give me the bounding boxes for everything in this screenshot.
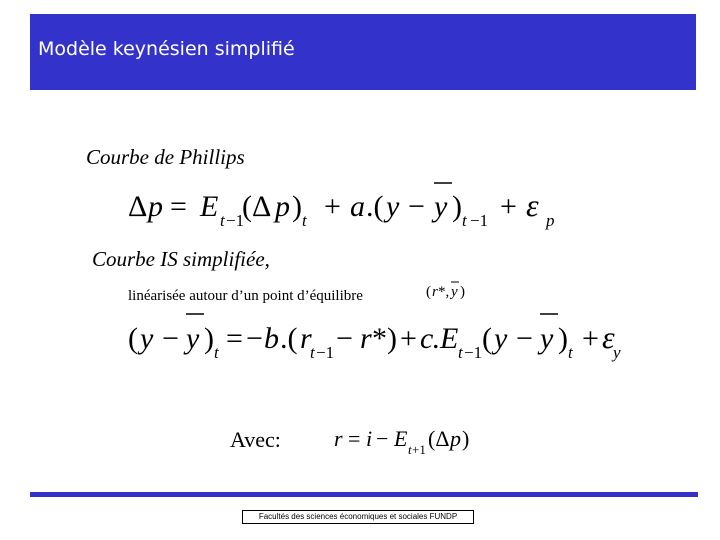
svg-text:.(: .( [366,190,384,223]
svg-text:.(: .( [280,322,298,355]
svg-text:.: . [432,322,440,355]
title-bar [30,14,696,90]
equilibrium-point [426,276,476,304]
svg-text:+: + [582,322,599,355]
svg-text:y: y [140,322,154,355]
svg-text:*): *) [372,322,397,355]
svg-text:E: E [440,322,459,355]
svg-text:r: r [334,426,343,451]
svg-text:c: c [420,322,434,355]
svg-text:p: p [148,190,163,223]
svg-text:y: y [386,190,400,223]
svg-text:−: − [336,322,353,355]
svg-text:y: y [494,322,508,355]
svg-text:ε: ε [602,319,615,355]
avec-label: Avec: [230,427,281,452]
svg-text:): ) [558,322,568,355]
svg-text:−: − [162,322,179,355]
svg-text:t: t [302,211,307,230]
svg-text:p: p [546,211,555,230]
svg-text:t: t [214,343,219,362]
svg-text:b: b [264,322,279,355]
svg-text:t: t [310,343,315,362]
svg-text:y: y [186,322,200,355]
svg-text:(: ( [482,322,492,355]
svg-text:y: y [451,284,458,300]
svg-text:+1: +1 [412,442,426,457]
svg-text:Δ: Δ [128,190,148,223]
svg-text:i: i [366,426,373,451]
svg-text:t: t [220,211,225,230]
svg-text:): ) [204,322,214,355]
svg-text:ε: ε [526,187,539,223]
svg-text:(Δ: (Δ [242,190,272,223]
svg-text:(: ( [426,284,431,300]
slide-title: Modèle keynésien simplifié [38,38,295,60]
svg-text:=: = [226,322,243,355]
svg-text:−: − [516,322,533,355]
svg-text:E: E [394,426,408,451]
svg-text:+: + [500,190,517,223]
svg-text:): ) [292,190,302,223]
svg-text:): ) [462,426,470,451]
phillips-equation [128,178,628,232]
linearized-note: linéarisée autour d’un point d’équilibre [128,288,363,304]
svg-text:−1: −1 [316,343,335,362]
svg-text:+: + [400,322,417,355]
svg-text:(: ( [128,322,138,355]
svg-text:p: p [275,190,290,223]
svg-text:−1: −1 [464,343,483,362]
interest-rate-equation [334,420,494,460]
svg-text:=: = [348,426,361,451]
svg-text:E: E [200,190,219,223]
svg-text:t: t [568,343,573,362]
svg-text:−1: −1 [226,211,245,230]
is-equation [128,306,628,368]
svg-text:r: r [300,322,312,355]
phillips-curve-label: Courbe de Phillips [86,145,245,169]
svg-text:): ) [452,190,462,223]
footer-rule [30,492,698,497]
footer-text: Facultés des sciences économiques et sociales FUNDP [242,510,474,524]
svg-text:t: t [462,211,467,230]
svg-text:y: y [540,322,554,355]
is-curve-label: Courbe IS simplifiée, [92,247,270,271]
svg-text:*,: *, [438,284,450,300]
svg-text:t: t [408,442,412,457]
svg-text:−: − [408,190,425,223]
svg-text:=: = [170,190,187,223]
svg-text:p: p [450,426,461,451]
svg-text:): ) [460,284,465,300]
svg-text:+: + [324,190,341,223]
svg-text:y: y [613,343,621,362]
svg-text:r: r [360,322,372,355]
svg-text:−: − [246,322,263,355]
svg-text:y: y [434,190,448,223]
svg-text:−: − [376,426,389,451]
svg-text:a: a [350,190,365,223]
svg-text:r: r [432,284,438,300]
svg-text:(Δ: (Δ [428,426,450,451]
svg-text:t: t [458,343,463,362]
svg-text:−1: −1 [470,211,489,230]
